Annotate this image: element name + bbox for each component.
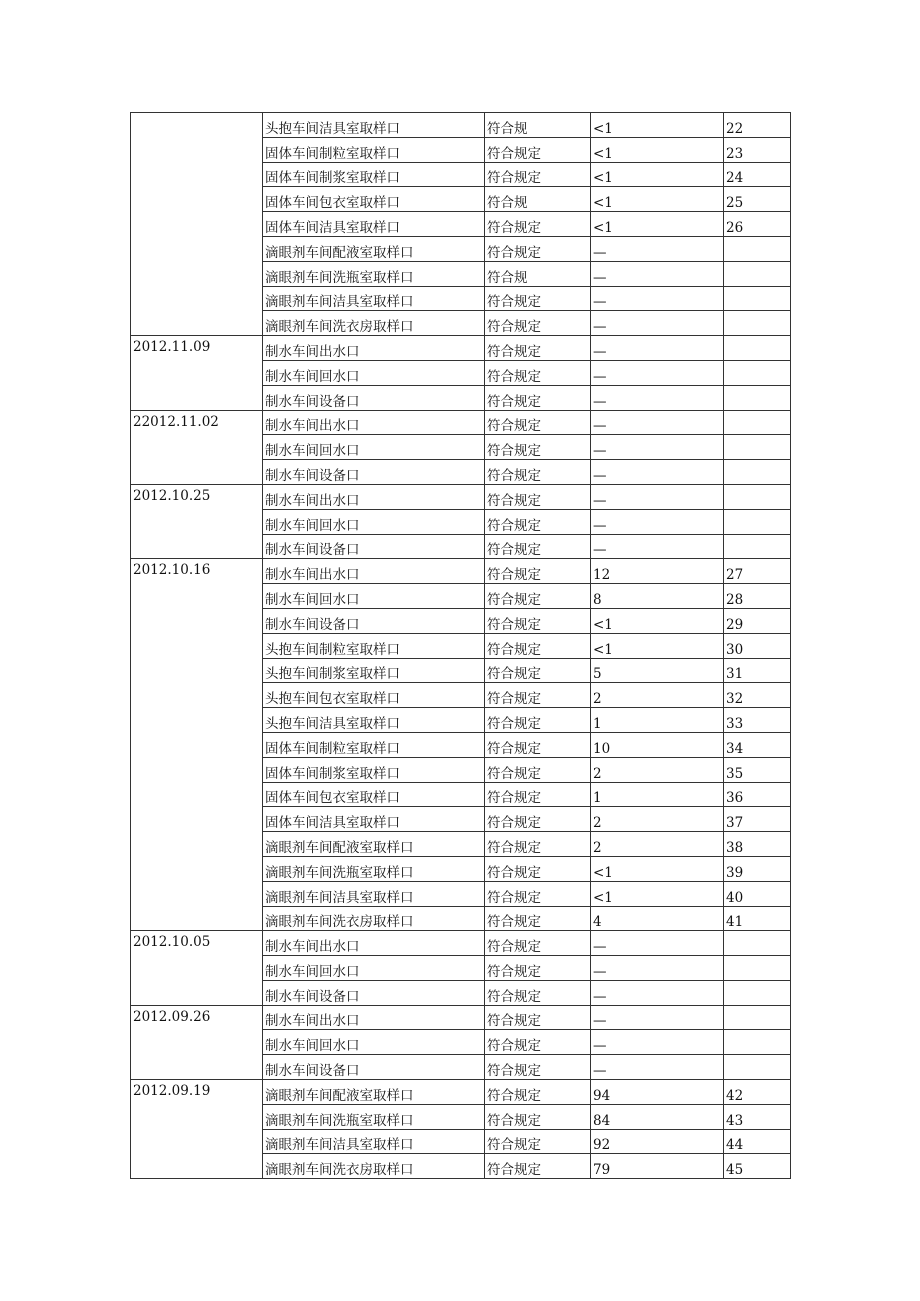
sampling-location-cell: 制水车间设备口 bbox=[263, 534, 485, 559]
record-number-cell: 22 bbox=[724, 113, 791, 138]
colony-count-cell: 84 bbox=[591, 1104, 724, 1129]
result-cell: 符合规 bbox=[485, 113, 591, 138]
sampling-location-cell: 头抱车间洁具室取样口 bbox=[263, 708, 485, 733]
record-number-cell: 35 bbox=[724, 757, 791, 782]
sampling-location-cell: 滴眼剂车间洁具室取样口 bbox=[263, 881, 485, 906]
sampling-location-cell: 制水车间回水口 bbox=[263, 360, 485, 385]
sampling-location-cell: 滴眼剂车间洗瓶室取样口 bbox=[263, 1104, 485, 1129]
result-cell: 符合规定 bbox=[485, 137, 591, 162]
sampling-location-cell: 固体车间制浆室取样口 bbox=[263, 757, 485, 782]
result-cell: 符合规定 bbox=[485, 1030, 591, 1055]
result-cell: 符合规 bbox=[485, 261, 591, 286]
sampling-location-cell: 制水车间出水口 bbox=[263, 336, 485, 361]
record-number-cell: 31 bbox=[724, 658, 791, 683]
table-row bbox=[131, 1005, 791, 1030]
record-number-cell: 28 bbox=[724, 584, 791, 609]
colony-count-cell: <1 bbox=[591, 881, 724, 906]
record-number-cell: 32 bbox=[724, 683, 791, 708]
colony-count-cell: <1 bbox=[591, 162, 724, 187]
record-number-cell bbox=[724, 1030, 791, 1055]
table-row bbox=[131, 113, 791, 138]
record-number-cell bbox=[724, 360, 791, 385]
sampling-location-cell: 固体车间包衣室取样口 bbox=[263, 782, 485, 807]
result-cell: 符合规定 bbox=[485, 832, 591, 857]
colony-count-cell: 2 bbox=[591, 807, 724, 832]
result-cell: 符合规定 bbox=[485, 980, 591, 1005]
sampling-location-cell: 头抱车间洁具室取样口 bbox=[263, 113, 485, 138]
sampling-location-cell: 滴眼剂车间配液室取样口 bbox=[263, 832, 485, 857]
record-number-cell bbox=[724, 1005, 791, 1030]
result-cell: 符合规定 bbox=[485, 1055, 591, 1080]
result-cell: 符合规定 bbox=[485, 460, 591, 485]
result-cell: 符合规定 bbox=[485, 683, 591, 708]
record-number-cell: 25 bbox=[724, 187, 791, 212]
colony-count-cell: 94 bbox=[591, 1080, 724, 1105]
result-cell: 符合规定 bbox=[485, 509, 591, 534]
result-cell: 符合规定 bbox=[485, 484, 591, 509]
result-cell: 符合规定 bbox=[485, 956, 591, 981]
sampling-date-cell: 2012.11.09 bbox=[131, 336, 263, 410]
sampling-location-cell: 制水车间回水口 bbox=[263, 956, 485, 981]
record-number-cell: 40 bbox=[724, 881, 791, 906]
sampling-location-cell: 头抱车间包衣室取样口 bbox=[263, 683, 485, 708]
sampling-date-cell bbox=[131, 113, 263, 336]
result-cell: 符合规定 bbox=[485, 633, 591, 658]
sampling-location-cell: 制水车间出水口 bbox=[263, 559, 485, 584]
colony-count-cell: <1 bbox=[591, 113, 724, 138]
colony-count-cell: 5 bbox=[591, 658, 724, 683]
record-number-cell: 39 bbox=[724, 856, 791, 881]
sampling-date-cell: 22012.11.02 bbox=[131, 410, 263, 484]
colony-count-cell: 2 bbox=[591, 832, 724, 857]
sampling-location-cell: 滴眼剂车间洗衣房取样口 bbox=[263, 906, 485, 931]
record-number-cell bbox=[724, 980, 791, 1005]
sampling-location-cell: 制水车间出水口 bbox=[263, 484, 485, 509]
record-number-cell: 44 bbox=[724, 1129, 791, 1154]
table-row bbox=[131, 336, 791, 361]
result-cell: 符合规定 bbox=[485, 559, 591, 584]
sampling-location-cell: 滴眼剂车间洗衣房取样口 bbox=[263, 1154, 485, 1179]
colony-count-cell: — bbox=[591, 236, 724, 261]
record-number-cell: 24 bbox=[724, 162, 791, 187]
record-number-cell: 30 bbox=[724, 633, 791, 658]
colony-count-cell: — bbox=[591, 1055, 724, 1080]
colony-count-cell: <1 bbox=[591, 608, 724, 633]
colony-count-cell: — bbox=[591, 931, 724, 956]
result-cell: 符合规定 bbox=[485, 1154, 591, 1179]
colony-count-cell: — bbox=[591, 385, 724, 410]
sampling-location-cell: 滴眼剂车间洗瓶室取样口 bbox=[263, 261, 485, 286]
sampling-location-cell: 制水车间设备口 bbox=[263, 608, 485, 633]
result-cell: 符合规定 bbox=[485, 311, 591, 336]
sampling-location-cell: 制水车间设备口 bbox=[263, 385, 485, 410]
result-cell: 符合规定 bbox=[485, 881, 591, 906]
sampling-location-cell: 制水车间回水口 bbox=[263, 509, 485, 534]
sampling-location-cell: 固体车间包衣室取样口 bbox=[263, 187, 485, 212]
colony-count-cell: 1 bbox=[591, 782, 724, 807]
record-number-cell: 43 bbox=[724, 1104, 791, 1129]
sampling-location-cell: 制水车间回水口 bbox=[263, 435, 485, 460]
record-number-cell: 29 bbox=[724, 608, 791, 633]
record-number-cell bbox=[724, 236, 791, 261]
sampling-location-cell: 滴眼剂车间洁具室取样口 bbox=[263, 1129, 485, 1154]
result-cell: 符合规定 bbox=[485, 732, 591, 757]
record-number-cell: 27 bbox=[724, 559, 791, 584]
record-number-cell: 45 bbox=[724, 1154, 791, 1179]
record-number-cell bbox=[724, 509, 791, 534]
colony-count-cell: — bbox=[591, 1030, 724, 1055]
record-number-cell: 37 bbox=[724, 807, 791, 832]
colony-count-cell: <1 bbox=[591, 856, 724, 881]
sampling-location-cell: 滴眼剂车间洗衣房取样口 bbox=[263, 311, 485, 336]
result-cell: 符合规定 bbox=[485, 534, 591, 559]
colony-count-cell: — bbox=[591, 435, 724, 460]
sampling-location-cell: 滴眼剂车间配液室取样口 bbox=[263, 236, 485, 261]
result-cell: 符合规定 bbox=[485, 410, 591, 435]
colony-count-cell: — bbox=[591, 311, 724, 336]
colony-count-cell: — bbox=[591, 410, 724, 435]
result-cell: 符合规定 bbox=[485, 212, 591, 237]
record-number-cell: 41 bbox=[724, 906, 791, 931]
colony-count-cell: — bbox=[591, 956, 724, 981]
colony-count-cell: — bbox=[591, 460, 724, 485]
record-number-cell: 23 bbox=[724, 137, 791, 162]
sampling-location-cell: 头抱车间制浆室取样口 bbox=[263, 658, 485, 683]
result-cell: 符合规定 bbox=[485, 435, 591, 460]
record-number-cell bbox=[724, 286, 791, 311]
result-cell: 符合规定 bbox=[485, 1080, 591, 1105]
sampling-location-cell: 制水车间出水口 bbox=[263, 1005, 485, 1030]
result-cell: 符合规定 bbox=[485, 608, 591, 633]
result-cell: 符合规定 bbox=[485, 906, 591, 931]
result-cell: 符合规定 bbox=[485, 1005, 591, 1030]
colony-count-cell: — bbox=[591, 534, 724, 559]
record-table-body bbox=[131, 113, 791, 1179]
record-number-cell: 36 bbox=[724, 782, 791, 807]
sampling-location-cell: 固体车间制粒室取样口 bbox=[263, 732, 485, 757]
colony-count-cell: — bbox=[591, 286, 724, 311]
colony-count-cell: — bbox=[591, 980, 724, 1005]
result-cell: 符合规定 bbox=[485, 236, 591, 261]
table-row bbox=[131, 410, 791, 435]
colony-count-cell: — bbox=[591, 509, 724, 534]
result-cell: 符合规定 bbox=[485, 360, 591, 385]
result-cell: 符合规定 bbox=[485, 584, 591, 609]
result-cell: 符合规 bbox=[485, 187, 591, 212]
result-cell: 符合规定 bbox=[485, 807, 591, 832]
sampling-date-cell: 2012.10.05 bbox=[131, 931, 263, 1005]
colony-count-cell: 1 bbox=[591, 708, 724, 733]
record-number-cell bbox=[724, 336, 791, 361]
result-cell: 符合规定 bbox=[485, 757, 591, 782]
result-cell: 符合规定 bbox=[485, 1104, 591, 1129]
colony-count-cell: 12 bbox=[591, 559, 724, 584]
sampling-location-cell: 固体车间制粒室取样口 bbox=[263, 137, 485, 162]
record-number-cell bbox=[724, 484, 791, 509]
sampling-date-cell: 2012.10.25 bbox=[131, 484, 263, 558]
record-number-cell bbox=[724, 311, 791, 336]
colony-count-cell: <1 bbox=[591, 212, 724, 237]
colony-count-cell: — bbox=[591, 484, 724, 509]
sampling-location-cell: 制水车间设备口 bbox=[263, 460, 485, 485]
water-sampling-record-table bbox=[130, 112, 791, 1179]
record-number-cell bbox=[724, 410, 791, 435]
colony-count-cell: 79 bbox=[591, 1154, 724, 1179]
table-row bbox=[131, 559, 791, 584]
sampling-location-cell: 滴眼剂车间洗瓶室取样口 bbox=[263, 856, 485, 881]
sampling-location-cell: 滴眼剂车间配液室取样口 bbox=[263, 1080, 485, 1105]
colony-count-cell: 10 bbox=[591, 732, 724, 757]
sampling-date-cell: 2012.10.16 bbox=[131, 559, 263, 931]
colony-count-cell: 4 bbox=[591, 906, 724, 931]
sampling-location-cell: 制水车间设备口 bbox=[263, 980, 485, 1005]
colony-count-cell: <1 bbox=[591, 137, 724, 162]
record-number-cell bbox=[724, 435, 791, 460]
result-cell: 符合规定 bbox=[485, 1129, 591, 1154]
colony-count-cell: 2 bbox=[591, 683, 724, 708]
result-cell: 符合规定 bbox=[485, 286, 591, 311]
result-cell: 符合规定 bbox=[485, 931, 591, 956]
colony-count-cell: — bbox=[591, 336, 724, 361]
sampling-location-cell: 制水车间出水口 bbox=[263, 931, 485, 956]
colony-count-cell: <1 bbox=[591, 633, 724, 658]
colony-count-cell: — bbox=[591, 360, 724, 385]
record-number-cell: 26 bbox=[724, 212, 791, 237]
record-number-cell: 33 bbox=[724, 708, 791, 733]
colony-count-cell: — bbox=[591, 1005, 724, 1030]
sampling-location-cell: 固体车间洁具室取样口 bbox=[263, 212, 485, 237]
sampling-location-cell: 制水车间回水口 bbox=[263, 1030, 485, 1055]
colony-count-cell: 8 bbox=[591, 584, 724, 609]
record-number-cell bbox=[724, 1055, 791, 1080]
sampling-location-cell: 制水车间设备口 bbox=[263, 1055, 485, 1080]
record-number-cell bbox=[724, 385, 791, 410]
record-number-cell bbox=[724, 956, 791, 981]
colony-count-cell: 92 bbox=[591, 1129, 724, 1154]
sampling-location-cell: 固体车间洁具室取样口 bbox=[263, 807, 485, 832]
record-number-cell: 38 bbox=[724, 832, 791, 857]
result-cell: 符合规定 bbox=[485, 385, 591, 410]
sampling-location-cell: 制水车间回水口 bbox=[263, 584, 485, 609]
sampling-date-cell: 2012.09.26 bbox=[131, 1005, 263, 1079]
table-row bbox=[131, 931, 791, 956]
colony-count-cell: 2 bbox=[591, 757, 724, 782]
result-cell: 符合规定 bbox=[485, 782, 591, 807]
result-cell: 符合规定 bbox=[485, 658, 591, 683]
sampling-location-cell: 固体车间制浆室取样口 bbox=[263, 162, 485, 187]
sampling-location-cell: 头抱车间制粒室取样口 bbox=[263, 633, 485, 658]
sampling-date-cell: 2012.09.19 bbox=[131, 1080, 263, 1179]
result-cell: 符合规定 bbox=[485, 162, 591, 187]
record-number-cell bbox=[724, 460, 791, 485]
colony-count-cell: — bbox=[591, 261, 724, 286]
table-row bbox=[131, 1080, 791, 1105]
record-number-cell: 34 bbox=[724, 732, 791, 757]
record-number-cell bbox=[724, 534, 791, 559]
record-number-cell bbox=[724, 931, 791, 956]
record-number-cell: 42 bbox=[724, 1080, 791, 1105]
sampling-location-cell: 制水车间出水口 bbox=[263, 410, 485, 435]
record-number-cell bbox=[724, 261, 791, 286]
result-cell: 符合规定 bbox=[485, 856, 591, 881]
colony-count-cell: <1 bbox=[591, 187, 724, 212]
result-cell: 符合规定 bbox=[485, 336, 591, 361]
sampling-location-cell: 滴眼剂车间洁具室取样口 bbox=[263, 286, 485, 311]
table-row bbox=[131, 484, 791, 509]
result-cell: 符合规定 bbox=[485, 708, 591, 733]
